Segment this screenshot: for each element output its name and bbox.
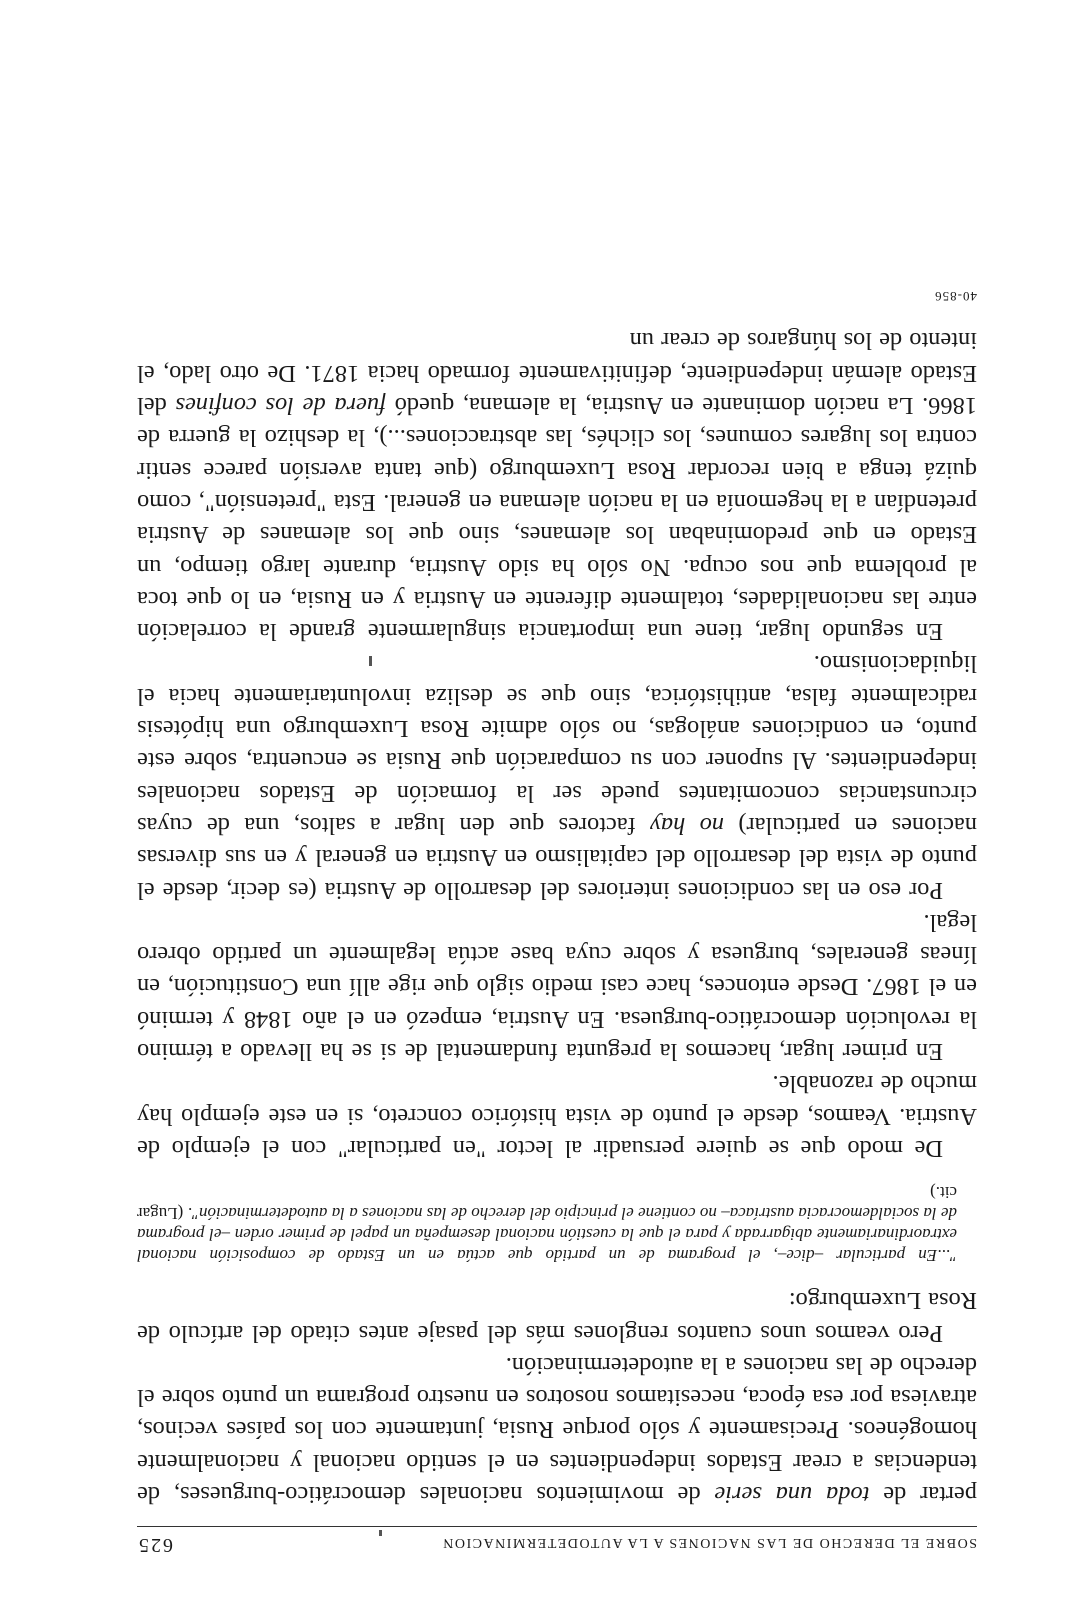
text-block-bottom — [137, 324, 977, 1164]
emphasis-text: toda una serie — [714, 1481, 870, 1508]
paragraph-text: Pero veamos unos cuantos renglones más del pasaje antes citado del artículo de Rosa Luxemburgo: — [137, 1287, 977, 1347]
paragraph — [137, 1284, 977, 1349]
paragraph — [137, 324, 977, 647]
paragraph — [137, 906, 977, 1067]
paragraph-text: del Estado alemán independiente, definitivamente formado hacia 1871. De otro lado, el intento de los húngaros de crear un — [137, 327, 977, 420]
running-header — [137, 1526, 977, 1556]
emphasis-text: no hay — [650, 811, 725, 839]
paragraph-text: pertar de — [869, 1481, 977, 1508]
emphasis-text: fuera de los confines — [175, 392, 386, 420]
print-code: 40-856 — [934, 289, 977, 305]
text-block-top — [137, 1284, 977, 1510]
header-title: SOBRE EL DERECHO DE LAS NACIONES A LA AUTODETERMINACION — [441, 1535, 977, 1550]
paragraph — [137, 1349, 977, 1510]
block-quote — [137, 1182, 957, 1266]
paragraph-text: En segundo lugar, tiene una importancia singularmente grande la correlación entre las nacionalidades, totalmente diferente en Austria y en Rusia, en lo que toca al problema que nos ocupa. No sólo ha sido Austria, durante largo tiempo, un Estado en que predominaban los alemanes, sino que los alemanes de Austria pretendían a la hegemonía en la nación alemana en general. Esta "pretensión", como quizá tenga a bien recordar Rosa Luxemburgo (que tanta aversión parece sentir contra los lugares comunes, los clichés, las abstracciones...), la deshizo la guerra de 1866. La nación dominante en Austria, la alemana, quedó — [137, 392, 977, 646]
paragraph-text: factores que den lugar a saltos, una de cuyas circunstancias concomitantes puede ser la formación de Estados nacionales independientes. Al suponer con su comparación que Rusia se encuentra, sobre este punto, en condiciones análogas, no sólo admite Rosa Luxemburgo una hipótesis radicalmente falsa, antihistórica, sino que se desliza involuntariamente hacia el liquidacionismo. — [137, 650, 977, 839]
paragraph — [137, 1067, 977, 1164]
quote-reference: (Lugar cit.) — [137, 1182, 957, 1223]
page-number: 625 — [137, 1534, 173, 1556]
paragraph — [137, 647, 977, 905]
page-content — [137, 288, 977, 1556]
paragraph-text: De modo que se quiere persuadir al lector "en particular" con el ejemplo de Austria. Veamos, desde el punto de vista histórico concreto, si en este ejemplo hay mucho de razonable. — [137, 1070, 977, 1162]
paragraph-text: En primer lugar, hacemos la pregunta fundamental de si se ha llevado a término la revolución democrático-burguesa. En Austria, empezó en el año 1848 y terminó en el 1867. Desde entonces, hace casi medio siglo que rige allí una Constitución, en líneas generales, burguesa y sobre cuya base actúa legalmente un partido obrero legal. — [137, 908, 977, 1066]
paragraph-text: Por eso en las condiciones interiores del desarrollo de Austria (es decir, desde el punto de vista del desarrollo del capitalismo en Austria en general y en sus diversas naciones en particular) — [137, 811, 977, 904]
quote-text: "...En particular –dice–, el programa de un partido que actúa en un Estado de composición nacional extraordinariamente abigarrada y para el que la cuestión nacional desempeña un papel de primer orden –el programa de la socialdemocracia austríaca– no contiene el principio del derecho de las naciones a la autodeterminación". — [137, 1203, 957, 1265]
paragraph-text: de movimientos nacionales democrático-burgueses, de tendencias a crear Estados independientes en el sentido nacional y nacionalmente homogéneos. Precisamente y sólo porque Rusia, juntamente con los países vecinos, atraviesa por esa época, necesitamos nosotros en nuestro programa un punto sobre el derecho de las naciones a la autodeterminación. — [137, 1351, 977, 1508]
